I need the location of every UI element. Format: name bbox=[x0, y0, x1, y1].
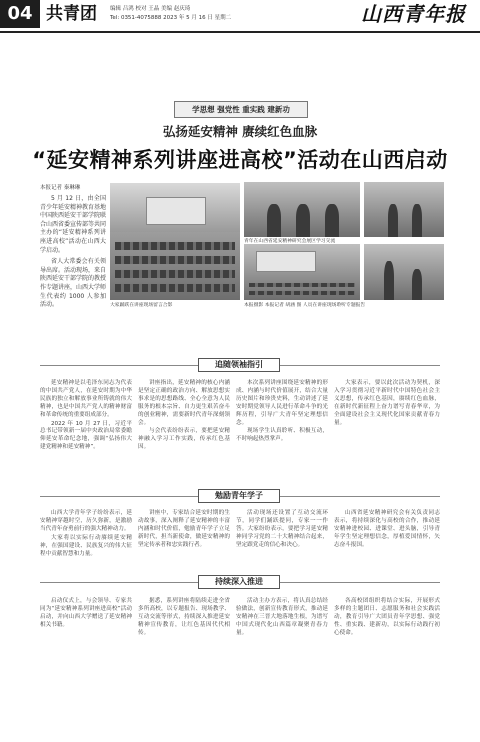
paragraph: 据悉，系列讲座将陆续走进全省多所高校，以专题报告、现场教学、互动交流等形式，持续深入推进延安精神宣传教育，让红色基因代代相传。 bbox=[138, 598, 230, 636]
article-column bbox=[40, 380, 132, 453]
page-number: 04 bbox=[0, 0, 40, 28]
paragraph: 活动主办方表示，将认真总结经验做法，创新宣传教育形式，推动延安精神在三晋大地落地生根，为谱写中国式现代化山西篇章凝聚青春力量。 bbox=[236, 598, 328, 636]
lecture-photo-2 bbox=[364, 244, 444, 300]
paragraph: 讲座中，专家结合延安时期的生动故事，深入阐释了延安精神的丰富内涵和时代价值，勉励青年学子立足新时代，担当新使命，做延安精神的坚定传承者和忠实践行者。 bbox=[138, 510, 230, 548]
section-title: 勉励青年学子 bbox=[198, 489, 280, 503]
masthead-rule bbox=[0, 31, 480, 33]
person-figure bbox=[412, 204, 422, 237]
paragraph: 讲座指出，延安精神的核心内涵是坚定正确的政治方向、解放思想实事求是的思想路线、全心全意为人民服务的根本宗旨、自力更生艰苦奋斗的创业精神，需要新时代青年深刻领会。 bbox=[138, 380, 230, 426]
person-figure bbox=[325, 204, 339, 237]
article-column bbox=[138, 380, 230, 453]
article-column bbox=[236, 380, 328, 445]
article-column bbox=[138, 510, 230, 551]
section-title: 追随领袖指引 bbox=[198, 358, 280, 372]
paragraph: 启动仪式上，与会领导、专家共同为“延安精神系列讲座进高校”活动启动，并向山西大学赠送了延安精神相关书籍。 bbox=[40, 598, 132, 628]
article-column bbox=[236, 598, 328, 639]
paragraph: 山西省延安精神研究会有关负责同志表示，将持续深化与高校的合作，推动延安精神进校园、进课堂、进头脑，引导青年学生坚定理想信念，厚植爱国情怀，矢志奋斗报国。 bbox=[334, 510, 440, 548]
paragraph: 现场学生认真聆听、积极互动，不时响起热烈掌声。 bbox=[236, 428, 328, 443]
exhibit-photo bbox=[244, 182, 360, 237]
headline-subtitle: 弘扬延安精神 赓续红色血脉 bbox=[162, 124, 318, 139]
article-column bbox=[40, 510, 132, 559]
paragraph: 山西大学青年学子纷纷表示，延安精神穿越时空，历久弥新，是激励当代青年奋勇前行的强大精神动力。 bbox=[40, 510, 132, 532]
paragraph: 大家将以实际行动赓续延安精神，在强国建设、民族复兴的伟大征程中贡献智慧和力量。 bbox=[40, 534, 132, 557]
paragraph: 活动现场还设置了互动交流环节，同学们踊跃提问，专家一一作答。大家纷纷表示，要把学习延安精神同学习党的二十大精神结合起来，坚定跟党走的信心和决心。 bbox=[236, 510, 328, 548]
person-figure bbox=[296, 204, 310, 237]
audience-row bbox=[249, 291, 356, 295]
lead-paragraph: 省人大常委会有关领导出席。活动现场，来自陕西延安干部学院的教授作专题讲座，山西大学师生代表约 1000 人参加活动。 bbox=[40, 258, 107, 309]
exhibit-photo-2 bbox=[364, 182, 444, 237]
audience-row bbox=[115, 270, 235, 278]
photo-caption: 青年在山西省延安精神研究会展区学习交流 bbox=[244, 239, 336, 244]
projection-screen bbox=[256, 251, 316, 273]
stage-screen bbox=[146, 197, 205, 225]
date-line: Tel: 0351-4075888 2023 年 5 月 16 日 星期二 bbox=[110, 15, 232, 21]
paragraph: 与会代表纷纷表示，要把延安精神融入学习工作实践，传承红色基因。 bbox=[138, 428, 230, 451]
byline: 本报记者 秦琳琳 bbox=[40, 185, 81, 191]
person-figure bbox=[412, 269, 422, 300]
section-title: 共青团 bbox=[46, 4, 97, 24]
newspaper-logo: 山西青年报 bbox=[361, 2, 466, 26]
photo-caption: 本报摄影 本报记者 胡涵 图 人员在讲座现场聆听专题报告 bbox=[244, 303, 366, 308]
article-column bbox=[334, 510, 440, 551]
audience-row bbox=[115, 284, 235, 292]
paragraph: 2022 年 10 月 27 日，习近平总书记带领新一届中央政治局常委瞻仰延安革命纪念地，强调“弘扬伟大建党精神和延安精神”。 bbox=[40, 420, 132, 451]
lead-paragraph: 5 月 12 日，由全国青少年延安精神教育基地中国陕西延安干部学院联合山西省委宣传部等共同主办的“延安精神系列讲座进高校”活动在山西大学启动。 bbox=[40, 195, 107, 254]
person-figure bbox=[388, 204, 398, 237]
editors-line: 编辑 吕鸿 校对 王晶 美编 赵庆琦 bbox=[110, 6, 191, 12]
headline-main: “延安精神系列讲座进高校”活动在山西启动 bbox=[32, 148, 448, 172]
paragraph: 延安精神是以毛泽东同志为代表的中国共产党人，在延安时期为中华民族的独立和解放事业所铸就的伟大精神，也是中国共产党人的精神财富和革命传统的重要组成部分。 bbox=[40, 380, 132, 418]
person-figure bbox=[267, 204, 281, 237]
article-column bbox=[334, 598, 440, 639]
auditorium-photo bbox=[110, 183, 240, 300]
article-column bbox=[334, 380, 440, 428]
audience-row bbox=[115, 242, 235, 250]
photo-caption: 大家踊跃在讲座现场留言合影 bbox=[110, 303, 173, 308]
audience-row bbox=[115, 256, 235, 264]
audience-row bbox=[249, 283, 356, 287]
article-column bbox=[138, 598, 230, 639]
lead-text bbox=[40, 195, 106, 310]
speaker-figure bbox=[384, 261, 394, 300]
section-title: 持续深入推进 bbox=[198, 575, 280, 589]
paragraph: 大家表示，要以此次活动为契机，深入学习贯彻习近平新时代中国特色社会主义思想，传承红色基因，赓续红色血脉，在新时代新征程上奋力谱写青春华章，为全面建设社会主义现代化国家贡献青春力量。 bbox=[334, 380, 440, 426]
lecture-photo bbox=[244, 244, 360, 300]
article-column bbox=[236, 510, 328, 551]
paragraph: 本次系列讲座围绕延安精神的形成、内涵与时代价值展开，结合大量历史图片和珍贵史料，生动讲述了延安时期党领导人民进行革命斗争的光辉历程，引导广大青年坚定理想信念。 bbox=[236, 380, 328, 426]
slogan-banner: 学思想 强党性 重实践 建新功 bbox=[174, 101, 308, 118]
paragraph: 各高校团组织将结合实际，开展形式多样的主题团日、志愿服务和社会实践活动，教育引导广大团员青年学思想、强党性、重实践、建新功，以实际行动践行初心使命。 bbox=[334, 598, 440, 636]
article-column bbox=[40, 598, 132, 631]
